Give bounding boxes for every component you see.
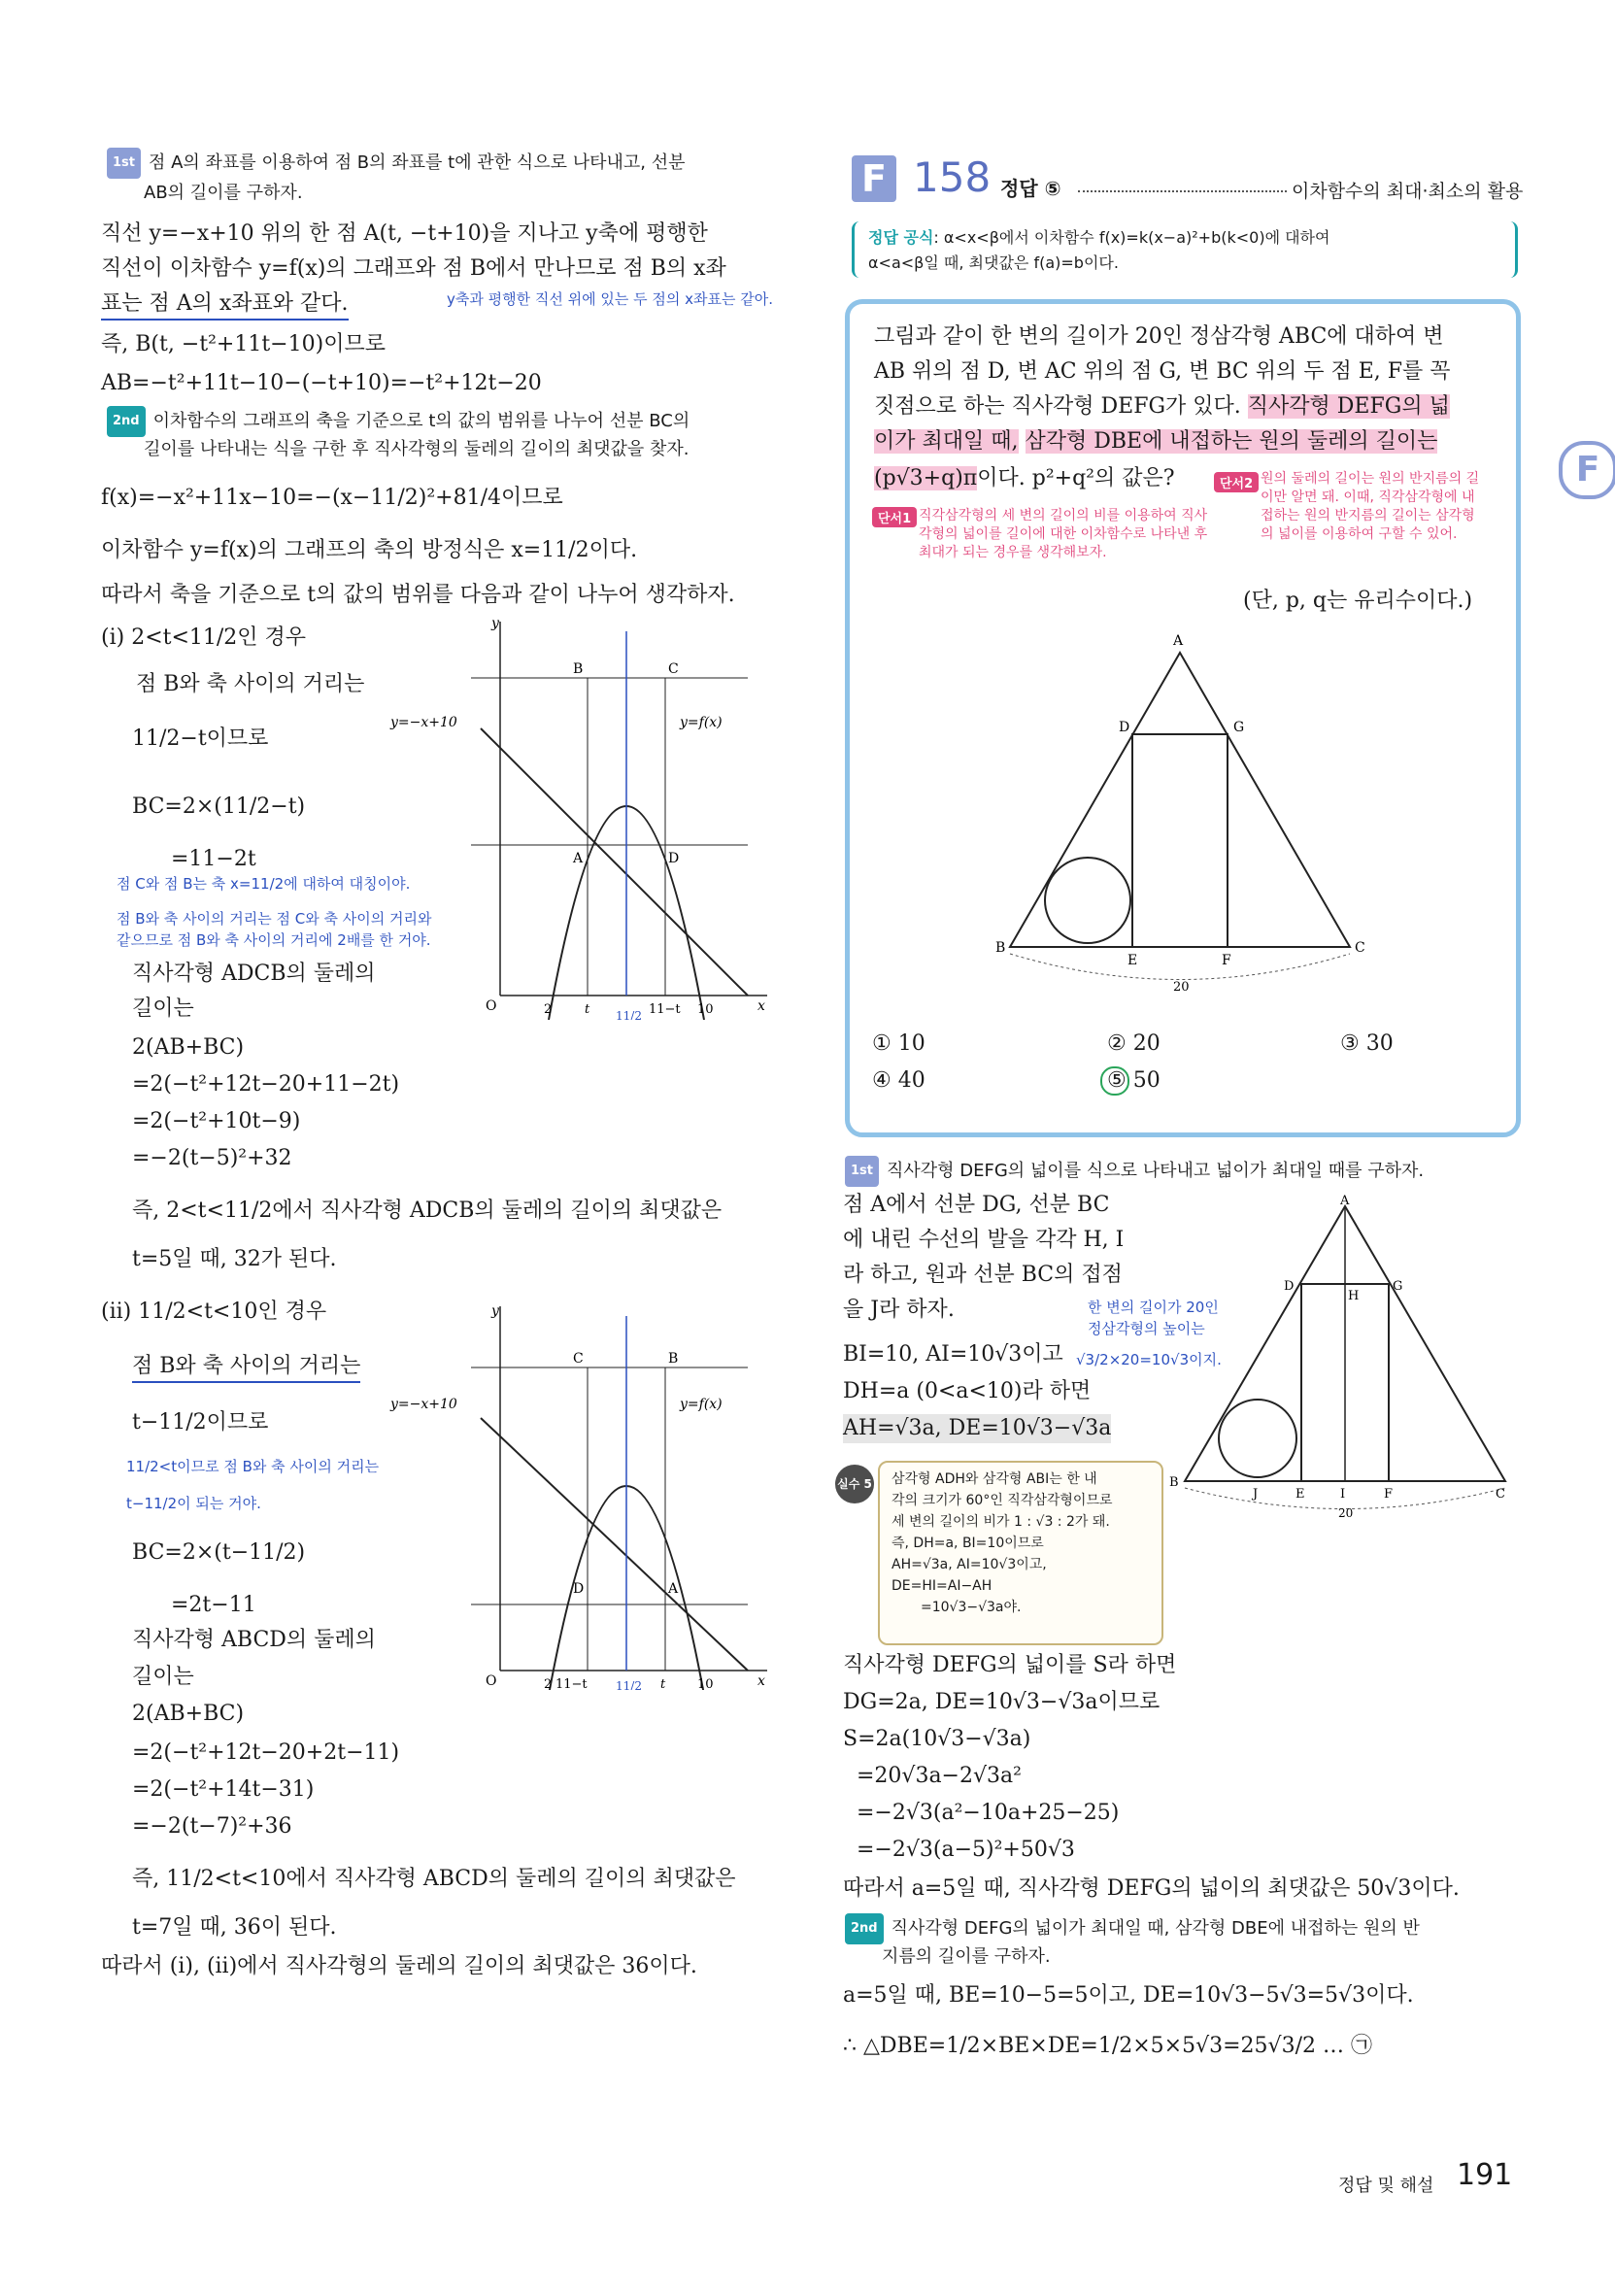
- problem-line-5: (p√3+q)π이다. p²+q²의 값은?: [874, 466, 1175, 490]
- g2-tick-half: 11/2: [616, 1679, 642, 1690]
- choice-3[interactable]: ③ 30: [1340, 1031, 1394, 1056]
- length-arc: [1010, 954, 1350, 980]
- caution-line-5: AH=√3a, AI=10√3이고,: [892, 1557, 1047, 1572]
- left-line-1: 직선 y=−x+10 위의 한 점 A(t, −t+10)을 지나고 y축에 평행한: [101, 221, 708, 246]
- g2-c: C: [573, 1351, 584, 1367]
- sol-circle: [1219, 1400, 1296, 1477]
- caution-line-1: 삼각형 ADH와 삼각형 ABI는 한 내: [892, 1471, 1097, 1487]
- left-step1-tag: 1st: [107, 148, 141, 179]
- hint2-tag: 단서2: [1214, 472, 1259, 492]
- case2-title: (ii) 11/2<t<10인 경우: [101, 1300, 327, 1324]
- case1-title: (i) 2<t<11/2인 경우: [101, 625, 307, 650]
- case2-line-10: =−2(t−7)²+36: [132, 1814, 292, 1839]
- sol-label-f: F: [1384, 1487, 1394, 1502]
- graph-case1: [388, 612, 777, 1020]
- g1-tick-2: 2: [544, 1002, 553, 1017]
- g1-line: [481, 728, 748, 996]
- g2-d: D: [573, 1581, 585, 1597]
- case1-line-10: =−2(t−5)²+32: [132, 1146, 292, 1170]
- case2-line-8: =2(−t²+12t−20+2t−11): [132, 1740, 400, 1765]
- case2-line-1: 점 B와 축 사이의 거리는: [132, 1352, 360, 1383]
- g2-x: x: [757, 1673, 765, 1689]
- rectangle-defg: [1132, 734, 1228, 947]
- sol-label-h: H: [1348, 1289, 1360, 1303]
- height-note-1: 한 변의 길이가 20인: [1088, 1299, 1219, 1316]
- footer-label: 정답 및 해설: [1338, 2176, 1434, 2196]
- right-line-b2: DH=a (0<a<10)라 하면: [843, 1379, 1092, 1403]
- left-line-5: AB=−t²+11t−10−(−t+10)=−t²+12t−20: [101, 371, 542, 395]
- g2-a: A: [668, 1581, 679, 1597]
- case1-line-5: 직사각형 ADCB의 둘레의: [132, 962, 376, 986]
- formula-box: [852, 221, 1518, 278]
- g1-a: A: [573, 851, 584, 866]
- formula-line1: : α<x<β에서 이차함수 f(x)=k(x−a)²+b(k<0)에 대하여: [933, 228, 1330, 247]
- left-line-2: 직선이 이차함수 y=f(x)의 그래프와 점 B에서 만나므로 점 B의 x좌: [101, 256, 726, 281]
- right-line-d: a=5일 때, BE=10−5=5이고, DE=10√3−5√3=5√3이다.: [843, 1983, 1414, 2008]
- problem-highlight-1: 직사각형 DEFG의 넓: [1247, 394, 1450, 419]
- g2-b: B: [668, 1351, 679, 1367]
- sol-label-c: C: [1496, 1487, 1505, 1502]
- label-a: A: [1173, 633, 1184, 649]
- topic-label: 이차함수의 최대·최소의 활용: [1292, 181, 1524, 202]
- problem-line-3: 짓점으로 하는 직사각형 DEFG가 있다. 직사각형 DEFG의 넓: [874, 394, 1450, 419]
- g1-tick-t: t: [585, 1002, 590, 1017]
- choice-1[interactable]: ① 10: [872, 1031, 925, 1056]
- sol-label-e: E: [1295, 1487, 1305, 1502]
- case2-line-6: 길이는: [132, 1665, 194, 1689]
- formula-line2: α<a<β일 때, 최댓값은 f(a)=b이다.: [868, 253, 1119, 272]
- formula-label: 정답 공식: [868, 228, 934, 247]
- case1-note-1: 점 C와 점 B는 축 x=11/2에 대하여 대칭이야.: [117, 875, 411, 893]
- height-note-3: √3/2×20=10√3이지.: [1076, 1351, 1222, 1368]
- case2-note-1: 11/2<t이므로 점 B와 축 사이의 거리는: [126, 1458, 380, 1475]
- answer-label: 정답 ⑤: [1000, 177, 1061, 200]
- choice-5[interactable]: ⑤ 50: [1107, 1068, 1161, 1093]
- graph-case2: [388, 1301, 777, 1690]
- case2-line-9: =2(−t²+14t−31): [132, 1777, 315, 1802]
- case2-line-3: BC=2×(t−11/2): [132, 1540, 306, 1565]
- caution-badge: 실수 5: [835, 1465, 874, 1503]
- right-line-c7: 따라서 a=5일 때, 직사각형 DEFG의 넓이의 최댓값은 50√3이다.: [843, 1876, 1460, 1901]
- problem-figure: [991, 631, 1379, 1000]
- label-c: C: [1355, 940, 1365, 956]
- caution-line-3: 세 변의 길이의 비가 1 : √3 : 2가 돼.: [892, 1514, 1110, 1530]
- caution-line-2: 각의 크기가 60°인 직각삼각형이므로: [892, 1493, 1113, 1508]
- case2-line-5: 직사각형 ABCD의 둘레의: [132, 1628, 376, 1652]
- right-step2: 2nd 직사각형 DEFG의 넓이가 최대일 때, 삼각형 DBE에 내접하는 원의 반: [845, 1913, 1420, 1944]
- left-step1: 1st 점 A의 좌표를 이용하여 점 B의 좌표를 t에 관한 식으로 나타내고, 선분: [107, 148, 685, 179]
- g1-tick-10: 10: [697, 1002, 714, 1017]
- problem-line-1: 그림과 같이 한 변의 길이가 20인 정삼각형 ABC에 대하여 변: [874, 324, 1444, 349]
- g2-tick-11t: 11−t: [555, 1677, 588, 1690]
- g2-tick-t: t: [660, 1677, 666, 1690]
- right-step2-line2: 지름의 길이를 구하자.: [882, 1946, 1051, 1967]
- hint1-tag: 단서1: [872, 507, 917, 527]
- right-line-c3: S=2a(10√3−√3a): [843, 1727, 1031, 1751]
- problem-line-2: AB 위의 점 D, 변 AC 위의 점 G, 변 BC 위의 두 점 E, F를 꼭: [874, 359, 1451, 384]
- left-line-3: 표는 점 A의 x좌표와 같다.: [101, 289, 349, 321]
- g2-o: O: [486, 1673, 497, 1689]
- g1-tick-11t: 11−t: [649, 1002, 681, 1017]
- g1-line-label: y=−x+10: [390, 715, 457, 730]
- g1-tick-half: 11/2: [616, 1009, 642, 1020]
- right-line-a1: 점 A에서 선분 DG, 선분 BC: [843, 1193, 1110, 1217]
- caution-box: [878, 1461, 1163, 1645]
- g2-tick-10: 10: [697, 1677, 714, 1690]
- case1-line-3: BC=2×(11/2−t): [132, 794, 306, 819]
- case1-note-3: 같으므로 점 B와 축 사이의 거리에 2배를 한 거야.: [117, 931, 431, 949]
- left-step2-tag: 2nd: [107, 406, 146, 437]
- case1-line-2: 11/2−t이므로: [132, 726, 269, 751]
- right-line-a4: 을 J라 하자.: [843, 1298, 955, 1322]
- g1-y: y: [491, 616, 499, 631]
- label-d: D: [1119, 720, 1130, 735]
- case1-note-2: 점 B와 축 사이의 거리는 점 C와 축 사이의 거리와: [117, 910, 432, 928]
- problem-highlight-2: 이가 최대일 때,: [874, 429, 1019, 454]
- case2-result-2: t=7일 때, 36이 된다.: [132, 1915, 337, 1940]
- g1-b: B: [573, 661, 584, 677]
- hint2-text: 원의 둘레의 길이는 원의 반지름의 길이만 알면 돼. 이때, 직각삼각형에 내접하는 원의 반지름의 길이는 삼각형의 넓이를 이용하여 구할 수 있어.: [1261, 471, 1480, 542]
- case1-line-9: =2(−t²+10t−9): [132, 1109, 301, 1133]
- choice-4[interactable]: ④ 40: [872, 1068, 925, 1093]
- left-step2: 2nd 이차함수의 그래프의 축을 기준으로 t의 값의 범위를 나누어 선분 BC의: [107, 406, 690, 437]
- left-step1-line2: AB의 길이를 구하자.: [144, 183, 303, 203]
- inscribed-circle: [1045, 858, 1130, 943]
- label-g: G: [1233, 720, 1245, 735]
- height-note-2: 정삼각형의 높이는: [1088, 1320, 1205, 1337]
- case2-note-2: t−11/2이 되는 거야.: [126, 1495, 261, 1512]
- sol-label-a: A: [1340, 1195, 1350, 1208]
- g1-c: C: [668, 661, 679, 677]
- g2-line: [481, 1418, 748, 1671]
- case2-line-7: 2(AB+BC): [132, 1702, 245, 1726]
- case1-result-1: 즉, 2<t<11/2에서 직사각형 ADCB의 둘레의 길이의 최댓값은: [132, 1199, 723, 1223]
- case2-line-2: t−11/2이므로: [132, 1410, 269, 1435]
- problem-line-4: [874, 427, 1437, 456]
- hint1-text: 직각삼각형의 세 변의 길이의 비를 이용하여 직사각형의 넓이를 길이에 대한 이차함수로 나타낸 후 최대가 되는 경우를 생각해보자.: [919, 508, 1208, 560]
- triangle-abc: [1010, 653, 1350, 947]
- right-line-b3: AH=√3a, DE=10√3−√3a: [843, 1414, 1111, 1443]
- problem-highlight-4: (p√3+q)π: [874, 466, 978, 490]
- sol-label-len: 20: [1338, 1506, 1354, 1520]
- side-tab-f: F: [1559, 441, 1615, 499]
- g2-curve-label: y=f(x): [680, 1397, 723, 1412]
- right-line-c4: =20√3a−2√3a²: [857, 1764, 1022, 1788]
- g2-line-label: y=−x+10: [390, 1397, 457, 1412]
- g2-y: y: [491, 1303, 499, 1319]
- right-line-a3: 라 하고, 원과 선분 BC의 접점: [843, 1263, 1123, 1287]
- left-line-7: 이차함수 y=f(x)의 그래프의 축의 방정식은 x=11/2이다.: [101, 538, 638, 562]
- answer-check-mark: [1100, 1066, 1129, 1096]
- header-dots: [1078, 190, 1287, 192]
- problem-badge: F: [852, 155, 896, 202]
- right-line-e: ∴ △DBE=1/2×BE×DE=1/2×5×5√3=25√3/2 … ㉠: [843, 2034, 1372, 2058]
- solution-figure: [1165, 1195, 1515, 1525]
- case1-line-6: 길이는: [132, 996, 194, 1021]
- right-line-c5: =−2√3(a²−10a+25−25): [857, 1801, 1120, 1825]
- left-line-4: 즉, B(t, −t²+11t−10)이므로: [101, 332, 386, 356]
- sol-label-d: D: [1284, 1279, 1295, 1294]
- label-f: F: [1222, 953, 1231, 968]
- case1-result-2: t=5일 때, 32가 된다.: [132, 1247, 337, 1271]
- sol-label-j: J: [1253, 1487, 1259, 1502]
- left-step2-line2: 길이를 나타내는 식을 구한 후 직사각형의 둘레의 길이의 최댓값을 찾자.: [144, 439, 690, 459]
- choice-2[interactable]: ② 20: [1107, 1031, 1161, 1056]
- right-step1-tag: 1st: [845, 1156, 879, 1187]
- case1-line-8: =2(−t²+12t−20+11−2t): [132, 1072, 400, 1097]
- sol-label-b: B: [1169, 1475, 1179, 1490]
- problem-highlight-3: 삼각형 DBE에 내접하는 원의 둘레의 길이는: [1025, 429, 1438, 454]
- g2-tick-2: 2: [544, 1677, 553, 1690]
- g1-curve-label: y=f(x): [680, 715, 723, 730]
- caution-line-7: =10√3−√3a야.: [921, 1600, 1022, 1615]
- label-e: E: [1127, 953, 1138, 968]
- problem-condition: (단, p, q는 유리수이다.): [1243, 589, 1473, 613]
- right-line-a2: 에 내린 수선의 발을 각각 H, I: [843, 1228, 1125, 1252]
- right-step1: 1st 직사각형 DEFG의 넓이를 식으로 나타내고 넓이가 최대일 때를 구하자.: [845, 1156, 1424, 1187]
- case2-line-4: =2t−11: [171, 1593, 256, 1617]
- right-line-c1: 직사각형 DEFG의 넓이를 S라 하면: [843, 1653, 1177, 1677]
- problem-number: 158: [913, 153, 992, 201]
- case1-line-4: =11−2t: [171, 847, 256, 871]
- right-line-b1: BI=10, AI=10√3이고: [843, 1342, 1063, 1367]
- case2-result-1: 즉, 11/2<t<10에서 직사각형 ABCD의 둘레의 길이의 최댓값은: [132, 1867, 736, 1891]
- right-line-c6: =−2√3(a−5)²+50√3: [857, 1838, 1075, 1862]
- sol-label-i: I: [1340, 1487, 1346, 1502]
- left-line-6: f(x)=−x²+11x−10=−(x−11/2)²+81/4이므로: [101, 486, 563, 510]
- left-note-1: y축과 평행한 직선 위에 있는 두 점의 x좌표는 같아.: [447, 290, 773, 308]
- label-length: 20: [1173, 980, 1190, 995]
- case1-line-1: 점 B와 축 사이의 거리는: [136, 672, 365, 696]
- left-line-8: 따라서 축을 기준으로 t의 값의 범위를 다음과 같이 나누어 생각하자.: [101, 583, 735, 607]
- page-number: 191: [1457, 2158, 1513, 2192]
- caution-line-6: DE=HI=AI−AH: [892, 1578, 993, 1594]
- label-b: B: [995, 940, 1006, 956]
- right-step2-tag: 2nd: [845, 1913, 884, 1944]
- left-final: 따라서 (i), (ii)에서 직사각형의 둘레의 길이의 최댓값은 36이다.: [101, 1954, 697, 1978]
- sol-label-g: G: [1393, 1279, 1403, 1294]
- case1-line-7: 2(AB+BC): [132, 1035, 245, 1060]
- caution-line-4: 즉, DH=a, BI=10이므로: [892, 1536, 1044, 1551]
- g1-o: O: [486, 998, 497, 1014]
- g1-d: D: [668, 851, 680, 866]
- right-line-c2: DG=2a, DE=10√3−√3a이므로: [843, 1690, 1161, 1714]
- g1-x: x: [757, 998, 765, 1014]
